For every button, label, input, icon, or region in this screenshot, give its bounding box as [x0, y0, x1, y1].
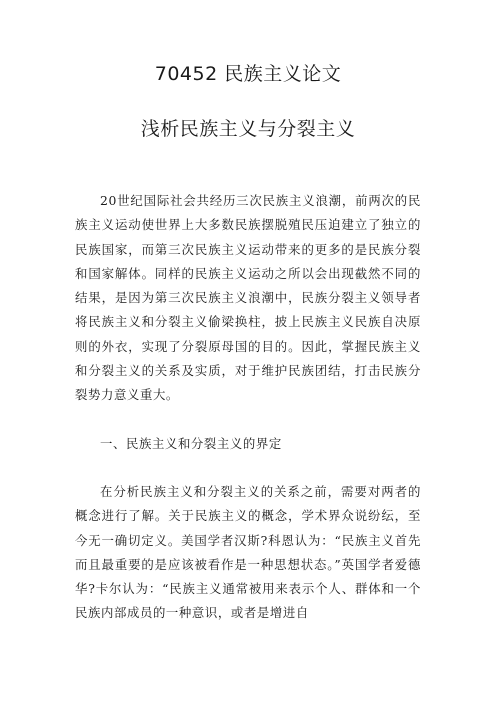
document-subtitle: 浅析民族主义与分裂主义	[140, 118, 356, 140]
section-heading-1: 一、民族主义和分裂主义的界定	[100, 436, 282, 451]
document-title: 70452 民族主义论文	[154, 63, 342, 85]
body-paragraph-2: 在分析民族主义和分裂主义的关系之前，需要对两者的概念进行了解。关于民族主义的概念，学术界众说纷纭，至今无一确切定义。美国学者汉斯?科恩认为：“民族主义首先而且最重要的是应该被看作是一种思想状态。”英国学者爱德华?卡尔认为：“民族主义通常被用来表示个人、群体和一个民族内部成员的一种意识，或者是增进自	[75, 484, 421, 621]
body-paragraph-1: 20世纪国际社会共经历三次民族主义浪潮，前两次的民族主义运动使世界上大多数民族摆脱殖民压迫建立了独立的民族国家，而第三次民族主义运动带来的更多的是民族分裂和国家解体。同样的民族主义运动之所以会出现截然不同的结果，是因为第三次民族主义浪潮中，民族分裂主义领导者将民族主义和分裂主义偷梁换柱，披上民族主义民族自决原则的外衣，实现了分裂原母国的目的。因此，掌握民族主义和分裂主义的关系及实质，对于维护民族团结，打击民族分裂势力意义重大。	[75, 193, 421, 403]
